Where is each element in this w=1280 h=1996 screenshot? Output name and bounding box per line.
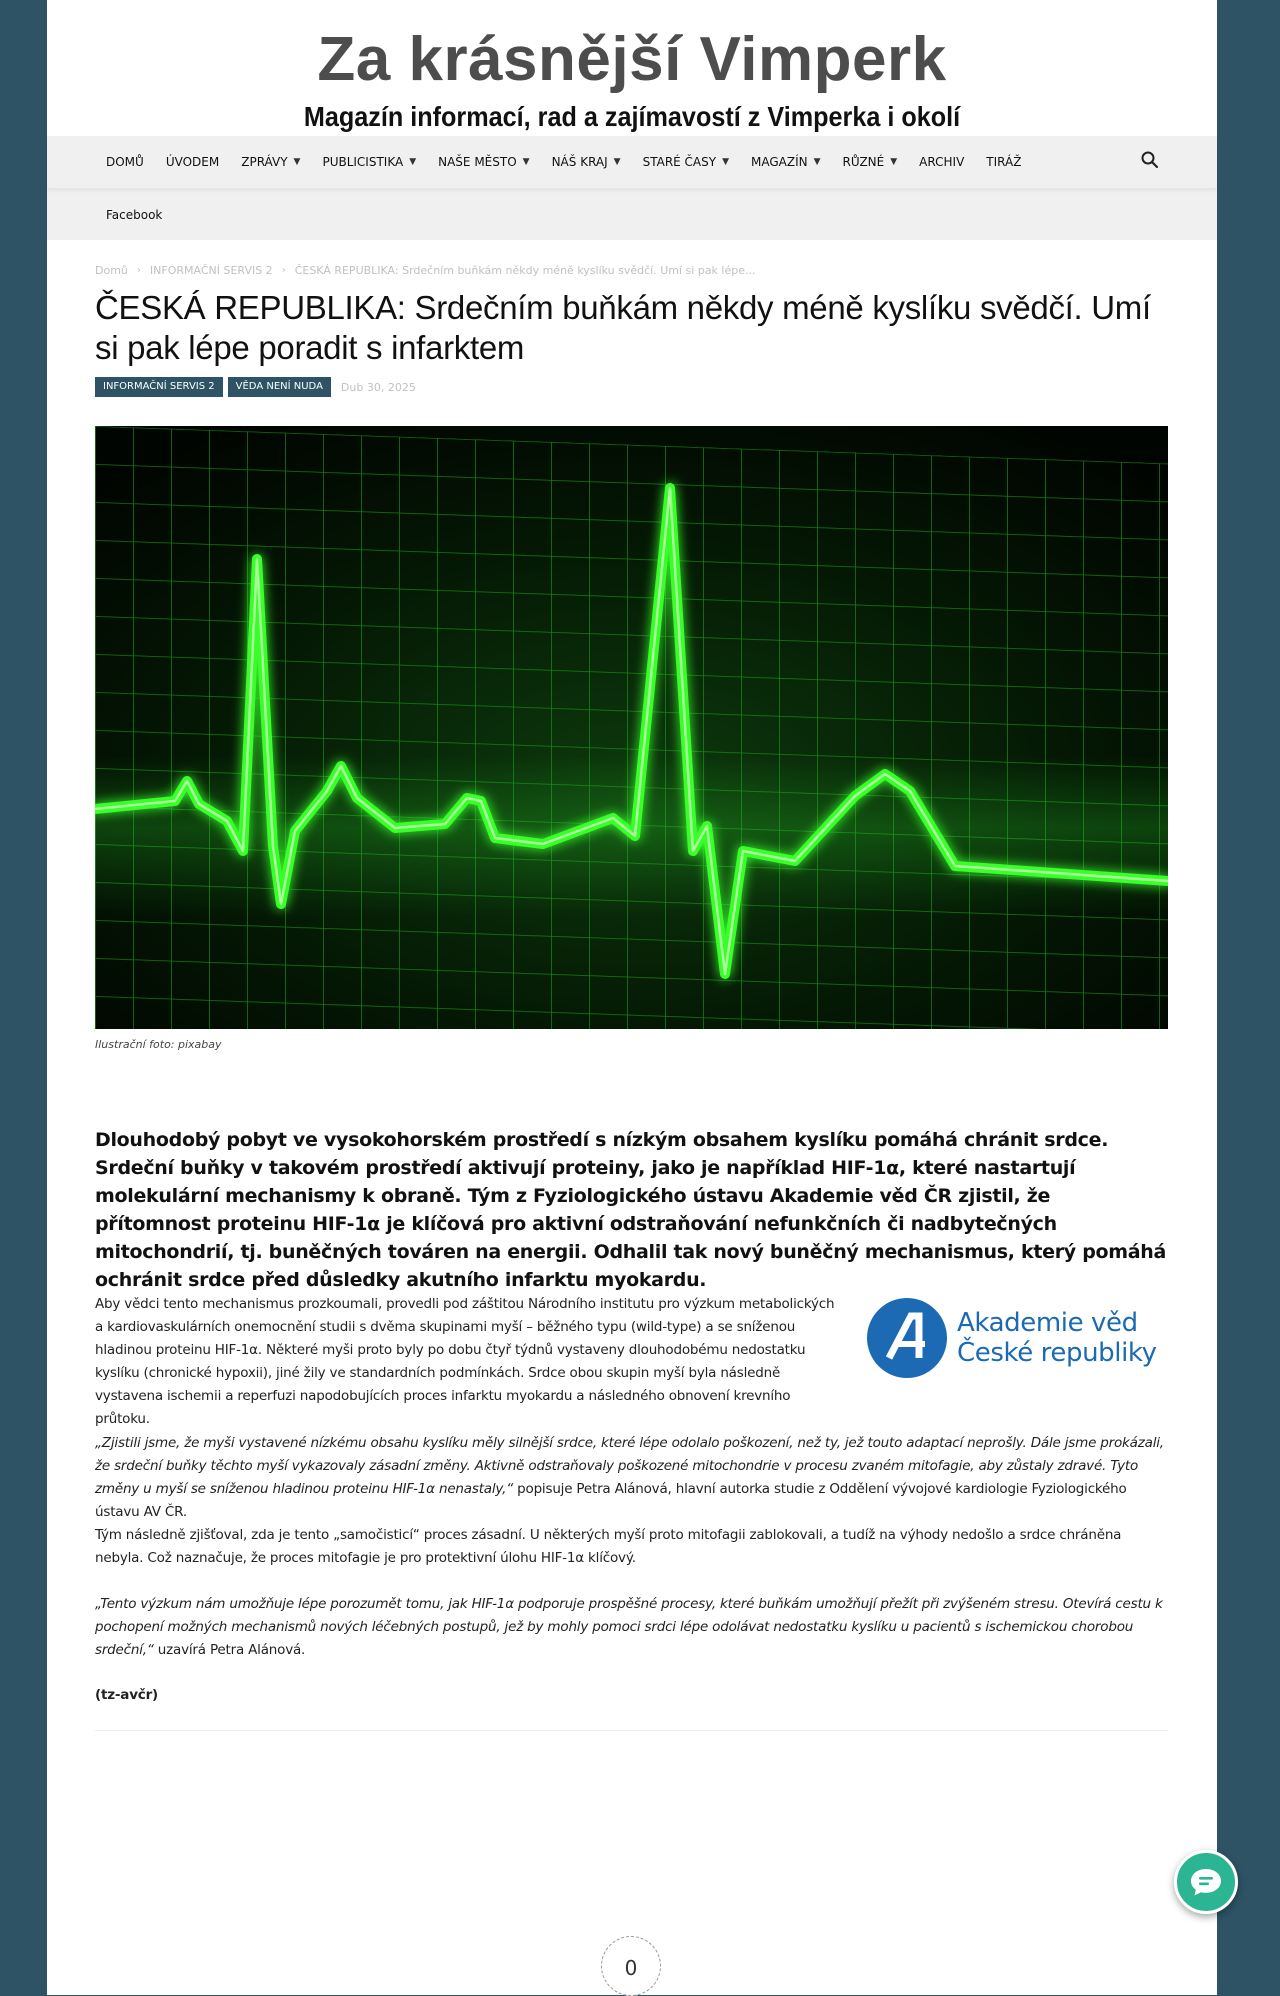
nav-bar (47, 136, 1217, 189)
academy-logo (867, 1296, 1169, 1380)
nav-item-úvodem[interactable] (155, 155, 230, 169)
nav-item-zprávy[interactable] (230, 155, 311, 169)
tag-informacni-servis[interactable]: INFORMAČNÍ SERVIS 2 (95, 377, 223, 397)
nav-item-label: TIRÁŽ (986, 155, 1022, 169)
nav-item-magazín[interactable] (740, 155, 832, 169)
nav-item-label: NAŠE MĚSTO (438, 155, 517, 169)
nav-item-label: ARCHIV (919, 155, 965, 169)
article-date: Dub 30, 2025 (340, 380, 416, 394)
content-divider (95, 1730, 1168, 1731)
nav-item-archiv[interactable] (908, 155, 975, 169)
comments-count-badge[interactable]: 0 (601, 1936, 661, 1996)
nav-item-label: STARÉ ČASY (642, 155, 717, 169)
article-title: ČESKÁ REPUBLIKA: Srdečním buňkám někdy méně kyslíku svědčí. Umí si pak lépe poradit s infarktem (95, 289, 1151, 366)
main-nav (47, 136, 1217, 240)
academy-logo-line2: České republiky (957, 1338, 1157, 1368)
quote-attribution: popisuje Petra Alánová, hlavní autorka studie z Oddělení vývojové kardiologie Fyziologického ústavu AV ČR. (95, 1481, 1127, 1520)
nav-item-label: PUBLICISTIKA (322, 155, 404, 169)
chat-bubble-icon (1189, 1866, 1223, 1898)
nav-item-domů[interactable] (95, 155, 155, 169)
article-paragraph: Tým následně zjišťoval, zda je tento „samočisticí“ proces zásadní. U některých myší proto mitofagii zablokovali, a tudíž na výhody nedošlo a srdce chráněna nebyla. Což naznačuje, že proces mitofagie je pro protektivní úlohu HIF-1α klíčový. (95, 1527, 1122, 1566)
quote-text: „Zjistili jsme, že myši vystavené nízkému obsahu kyslíku měly silnější srdce, které lépe odolalo poškození, než ty, jež touto adaptací neprošly. Dále jsme prokázali, že srdeční buňky těchto myší vykazovaly zásadní změny. Aktivně odstraňovaly poškozené mitochondrie v procesu zvaném mitofagie, aby zůstaly zdravé. Tyto změny u myší se sníženou hladinou proteinu HIF-1α nenastaly,“ (95, 1435, 1164, 1497)
tag-veda-neni-nuda[interactable]: VĚDA NENÍ NUDA (228, 377, 331, 397)
search-icon[interactable] (1140, 150, 1160, 170)
ecg-illustration (95, 426, 1168, 1029)
academy-logo-text (957, 1308, 1157, 1368)
site-title[interactable]: Za krásnější Vimperk (317, 25, 947, 94)
chevron-down-icon: ▼ (522, 157, 530, 167)
chevron-right-icon: › (136, 265, 141, 276)
nav-item-publicistika[interactable] (311, 155, 427, 169)
article-image (95, 426, 1168, 1029)
nav-item-label: DOMŮ (106, 155, 144, 169)
nav-item-label: ÚVODEM (165, 155, 220, 169)
site-tagline: Magazín informací, rad a zajímavostí z Vimperka i okolí (303, 101, 961, 132)
academy-logo-line1: Akademie věd (957, 1308, 1138, 1338)
breadcrumb (95, 264, 756, 277)
chevron-down-icon: ▼ (813, 157, 821, 167)
nav-item-label: ZPRÁVY (241, 155, 288, 169)
nav-item-label: RŮZNÉ (842, 155, 885, 169)
nav-item-naše-město[interactable] (427, 155, 540, 169)
nav-item-tiráž[interactable] (975, 155, 1032, 169)
chevron-down-icon: ▼ (613, 157, 621, 167)
image-caption: Ilustrační foto: pixabay (95, 1038, 222, 1051)
academy-logo-emblem (867, 1298, 947, 1378)
breadcrumb-home[interactable]: Domů (95, 264, 128, 277)
nav-bar-secondary (95, 189, 173, 240)
quote-text: „Tento výzkum nám umožňuje lépe porozumět tomu, jak HIF-1α podporuje prospěšné procesy, které buňkám umožňují přežít při zvýšeném stresu. Otevírá cestu k pochopení možných mechanismů nových léčebných postupů, jež by mohly pomoci srdci lépe odolávat nedostatku kyslíku u pacientů s ischemickou chorobou srdeční,“ (95, 1596, 1163, 1658)
breadcrumb-current: ČESKÁ REPUBLIKA: Srdečním buňkám někdy méně kyslíku svědčí. Umí si pak lépe... (294, 264, 756, 277)
article-paragraph-quote (95, 1432, 1170, 1524)
nav-item-různé[interactable] (832, 155, 909, 169)
quote-attribution: uzavírá Petra Alánová. (153, 1642, 306, 1658)
chevron-down-icon: ▼ (293, 157, 301, 167)
breadcrumb-category[interactable]: INFORMAČNÍ SERVIS 2 (149, 264, 273, 277)
nav-item-label: NÁŠ KRAJ (551, 155, 608, 169)
page (47, 0, 1217, 1995)
article-paragraph-quote (95, 1593, 1170, 1662)
chat-button[interactable] (1174, 1850, 1238, 1914)
nav-item-facebook[interactable]: Facebook (106, 207, 163, 222)
nav-item-náš-kraj[interactable] (541, 155, 632, 169)
nav-item-label: MAGAZÍN (751, 155, 808, 169)
nav-menu (95, 136, 1032, 188)
chevron-down-icon: ▼ (722, 157, 730, 167)
chevron-down-icon: ▼ (409, 157, 417, 167)
article-signature: (tz-avčr) (95, 1687, 159, 1703)
article-paragraph: Aby vědci tento mechanismus prozkoumali, provedli pod záštitou Národního institutu pro výzkum metabolických a kardiovaskulárních onemocnění studii s dvěma skupinami myší – běžného typu (wild-type) a se sníženou hladinou proteinu HIF-1α. Některé myši proto byly po dobu čtyř týdnů vystaveny dlouhodobému nedostatku kyslíku (chronické hypoxii), jiné žily ve standardních podmínkách. Srdce obou skupin myší byla následně vystavena ischemii a reperfuzi napodobujících proces infarktu myokardu a následného obnovení krevního průtoku. (95, 1296, 835, 1427)
article-meta (95, 377, 416, 397)
site-header (47, 0, 1217, 136)
article-lead: Dlouhodobý pobyt ve vysokohorském prostředí s nízkým obsahem kyslíku pomáhá chránit srdce. Srdeční buňky v takovém prostředí aktivují proteiny, jako je například HIF-1α, které nastartují molekulární mechanismy k obraně. Tým z Fyziologického ústavu Akademie věd ČR zjistil, že přítomnost proteinu HIF-1α je klíčová pro aktivní odstraňování nefunkčních či nadbytečných mitochondrií, tj. buněčných továren na energii. Odhalil tak nový buněčný mechanismus, který pomáhá ochránit srdce před důsledky akutního infarktu myokardu. (95, 1129, 1167, 1291)
nav-item-staré-časy[interactable] (632, 155, 740, 169)
chevron-down-icon: ▼ (890, 157, 898, 167)
chevron-right-icon: › (281, 265, 286, 276)
